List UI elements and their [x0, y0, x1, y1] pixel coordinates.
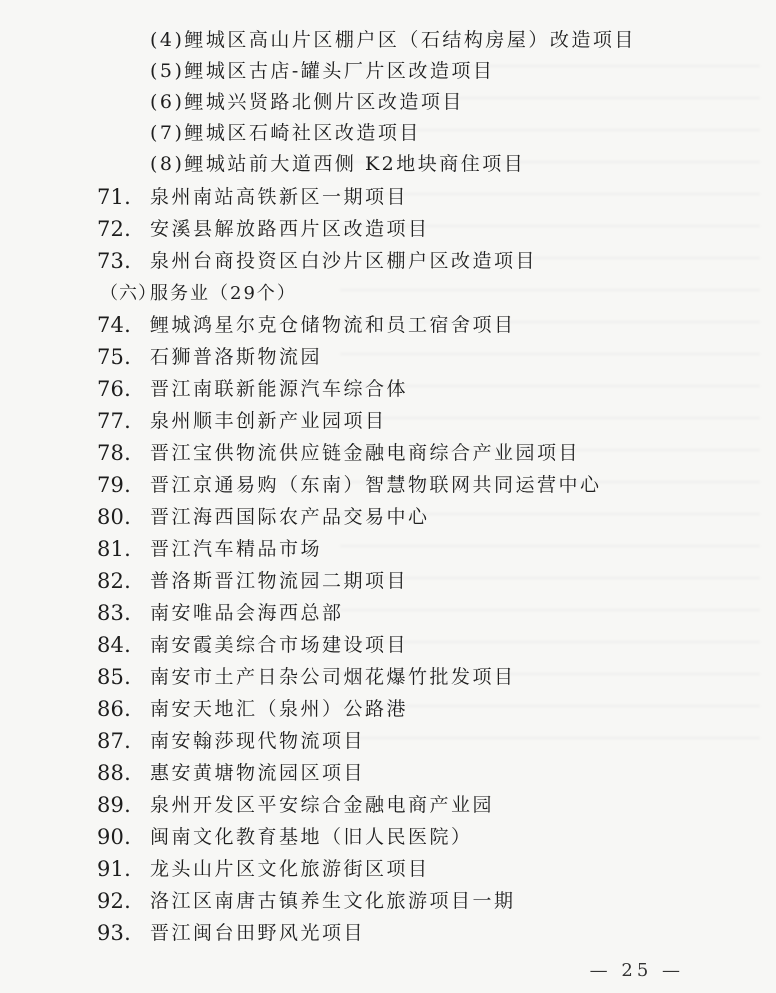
item-text: 普洛斯晋江物流园二期项目 — [150, 570, 409, 592]
list-item — [0, 149, 776, 179]
item-text: 南安唯品会海西总部 — [150, 602, 344, 624]
list-item — [0, 790, 776, 820]
item-text: (6)鲤城兴贤路北侧片区改造项目 — [150, 91, 464, 113]
item-text: 安溪县解放路西片区改造项目 — [150, 218, 430, 240]
item-number: 78. — [97, 441, 131, 465]
list-item — [0, 310, 776, 340]
item-text: 晋江海西国际农产品交易中心 — [150, 506, 430, 528]
list-item — [0, 694, 776, 724]
item-number: 87. — [97, 729, 131, 753]
item-number: 93. — [97, 921, 131, 945]
item-text: 洛江区南唐古镇养生文化旅游项目一期 — [150, 890, 516, 912]
item-text: 石狮普洛斯物流园 — [150, 346, 323, 368]
list-item — [0, 118, 776, 148]
item-number: 75. — [97, 345, 131, 369]
item-number: 90. — [97, 825, 131, 849]
item-text: (5)鲤城区古店-罐头厂片区改造项目 — [150, 60, 495, 82]
list-item — [0, 56, 776, 86]
section-number: （六） — [100, 283, 157, 304]
list-item — [0, 470, 776, 500]
item-text: 晋江汽车精品市场 — [150, 538, 323, 560]
item-text: 晋江南联新能源汽车综合体 — [150, 378, 409, 400]
list-item — [0, 87, 776, 117]
item-text: 龙头山片区文化旅游街区项目 — [150, 858, 430, 880]
list-item — [0, 662, 776, 692]
item-number: 88. — [97, 761, 131, 785]
item-number: 71. — [97, 185, 131, 209]
list-item — [0, 726, 776, 756]
item-number: 86. — [97, 697, 131, 721]
item-text: 南安翰莎现代物流项目 — [150, 730, 366, 752]
list-item — [0, 406, 776, 436]
item-number: 89. — [97, 793, 131, 817]
list-item — [0, 25, 776, 55]
item-number: 84. — [97, 633, 131, 657]
item-text: 南安天地汇（泉州）公路港 — [150, 698, 409, 720]
list-item — [0, 374, 776, 404]
item-number: 74. — [97, 313, 131, 337]
list-item — [0, 502, 776, 532]
item-text: 鲤城鸿星尔克仓储物流和员工宿舍项目 — [150, 314, 516, 336]
item-text: (8)鲤城站前大道西侧 K2地块商住项目 — [150, 153, 526, 175]
list-item — [0, 758, 776, 788]
item-number: 81. — [97, 537, 131, 561]
item-text: 晋江闽台田野风光项目 — [150, 922, 366, 944]
item-text: 惠安黄塘物流园区项目 — [150, 762, 366, 784]
item-text: (7)鲤城区石崎社区改造项目 — [150, 122, 421, 144]
list-item — [0, 566, 776, 596]
page-number: — 25 — — [589, 960, 684, 981]
list-item — [0, 214, 776, 244]
section-title: 服务业（29个） — [150, 283, 297, 304]
item-number: 73. — [97, 249, 131, 273]
item-text: 晋江宝供物流供应链金融电商综合产业园项目 — [150, 442, 581, 464]
item-number: 80. — [97, 505, 131, 529]
list-item — [0, 886, 776, 916]
item-number: 72. — [97, 217, 131, 241]
item-number: 82. — [97, 569, 131, 593]
item-text: 闽南文化教育基地（旧人民医院） — [150, 826, 473, 848]
item-text: 泉州开发区平安综合金融电商产业园 — [150, 794, 495, 816]
list-item — [0, 534, 776, 564]
item-text: 南安市土产日杂公司烟花爆竹批发项目 — [150, 666, 516, 688]
list-item — [0, 182, 776, 212]
list-item — [0, 598, 776, 628]
list-item — [0, 342, 776, 372]
item-text: (4)鲤城区高山片区棚户区（石结构房屋）改造项目 — [150, 29, 636, 51]
list-item — [0, 822, 776, 852]
list-item — [0, 630, 776, 660]
item-number: 83. — [97, 601, 131, 625]
item-number: 77. — [97, 409, 131, 433]
item-text: 晋江京通易购（东南）智慧物联网共同运营中心 — [150, 474, 602, 496]
item-number: 85. — [97, 665, 131, 689]
list-item — [0, 246, 776, 276]
section-heading — [0, 279, 776, 309]
item-number: 92. — [97, 889, 131, 913]
list-item — [0, 438, 776, 468]
item-text: 泉州顺丰创新产业园项目 — [150, 410, 387, 432]
list-item — [0, 854, 776, 884]
item-text: 泉州台商投资区白沙片区棚户区改造项目 — [150, 250, 538, 272]
item-number: 76. — [97, 377, 131, 401]
item-number: 79. — [97, 473, 131, 497]
item-number: 91. — [97, 857, 131, 881]
item-text: 泉州南站高铁新区一期项目 — [150, 186, 409, 208]
item-text: 南安霞美综合市场建设项目 — [150, 634, 409, 656]
list-item — [0, 918, 776, 948]
